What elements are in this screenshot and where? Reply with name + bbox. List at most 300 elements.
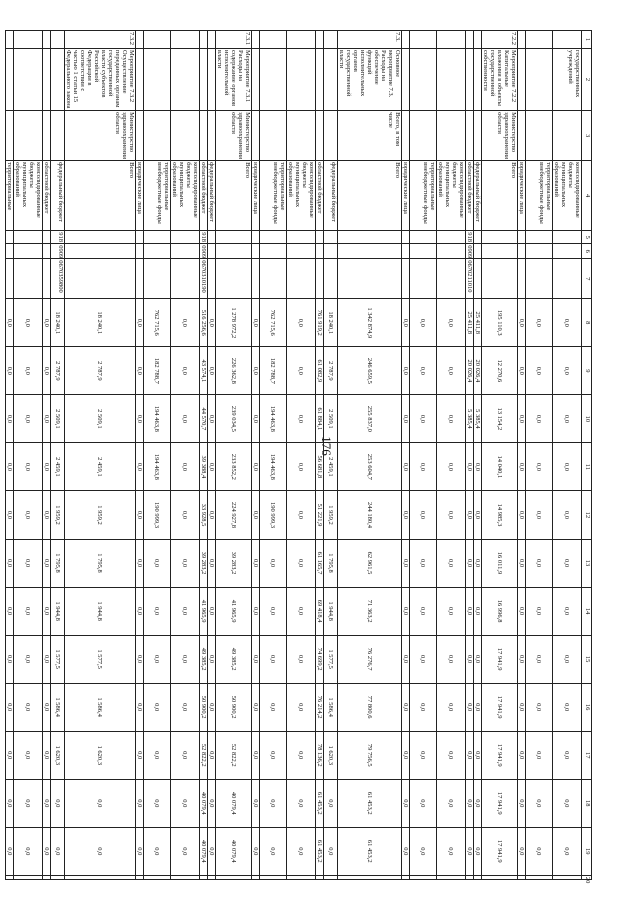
- cell-c7: 0670211010: [466, 259, 474, 299]
- value-cell-14: 0,0: [553, 587, 582, 635]
- edge-cell: [14, 875, 43, 879]
- cell-c4: консолидированные бюджеты муниципальных образований: [437, 161, 466, 231]
- edge-cell: [474, 875, 482, 879]
- cell-c2: [518, 49, 526, 111]
- cell-c4: Всего: [338, 161, 402, 231]
- value-cell-15: 17 941,9: [482, 635, 518, 683]
- value-cell-18: 0,0: [437, 779, 466, 827]
- value-cell-14: 0,0: [260, 587, 287, 635]
- value-cell-8: 0,0: [437, 299, 466, 347]
- cell-c1: [324, 31, 338, 49]
- table-row: [14, 31, 43, 880]
- value-cell-10: 0,0: [287, 395, 316, 443]
- value-cell-9: 12 270,6: [482, 347, 518, 395]
- cell-c7: [260, 259, 287, 299]
- cell-c2: [260, 49, 287, 111]
- value-cell-16: 0,0: [6, 683, 14, 731]
- value-cell-10: 0,0: [553, 395, 582, 443]
- value-cell-13: 1 795,8: [324, 539, 338, 587]
- value-cell-18: 0,0: [410, 779, 437, 827]
- value-cell-13: 1 795,8: [65, 539, 136, 587]
- table-row: [402, 31, 410, 880]
- value-cell-12: 1 959,2: [324, 491, 338, 539]
- value-cell-17: 1 620,3: [51, 731, 65, 779]
- edge-cell: [526, 875, 553, 879]
- cell-c7: [287, 259, 316, 299]
- value-cell-8: 18 240,1: [324, 299, 338, 347]
- cell-c4: федеральный бюджет: [324, 161, 338, 231]
- value-cell-11: 194 463,8: [144, 443, 171, 491]
- value-cell-9: 226 362,8: [216, 347, 252, 395]
- value-cell-11: 0,0: [14, 443, 43, 491]
- cell-c5: [260, 231, 287, 244]
- value-cell-13: 39 283,2: [216, 539, 252, 587]
- value-cell-15: 0,0: [474, 635, 482, 683]
- value-cell-9: 2 787,9: [65, 347, 136, 395]
- value-cell-17: 0,0: [14, 731, 43, 779]
- cell-c2: [43, 49, 51, 111]
- value-cell-19: 61 453,2: [338, 827, 402, 875]
- cell-c1: 7.3.2: [65, 31, 136, 49]
- value-cell-12: 224 927,8: [216, 491, 252, 539]
- cell-c2: [324, 49, 338, 111]
- cell-c5: [6, 231, 14, 244]
- value-cell-19: 0,0: [14, 827, 43, 875]
- cell-c2: [200, 49, 208, 111]
- cell-c7: [338, 259, 402, 299]
- value-cell-11: 194 463,8: [260, 443, 287, 491]
- cell-c3: [136, 111, 144, 161]
- cell-c5: [437, 231, 466, 244]
- cell-c1: [287, 31, 316, 49]
- edge-cell: [216, 875, 252, 879]
- value-cell-18: 0,0: [144, 779, 171, 827]
- value-cell-8: 1 342 874,9: [338, 299, 402, 347]
- header-cell-17: 17: [582, 731, 592, 779]
- cell-c6: [316, 244, 324, 259]
- value-cell-11: 56 681,8: [316, 443, 324, 491]
- value-cell-10: 0,0: [252, 395, 260, 443]
- value-cell-12: 0,0: [553, 491, 582, 539]
- table-row: [482, 31, 518, 880]
- header-cell-10: 10: [582, 395, 592, 443]
- table-row: [474, 31, 482, 880]
- value-cell-10: 0,0: [171, 395, 200, 443]
- value-cell-12: 0,0: [6, 491, 14, 539]
- cell-c1: [136, 31, 144, 49]
- value-cell-11: 0,0: [208, 443, 216, 491]
- value-cell-9: 0,0: [437, 347, 466, 395]
- edge-cell: [144, 875, 171, 879]
- value-cell-16: 0,0: [136, 683, 144, 731]
- cell-c6: [6, 244, 14, 259]
- cell-c1: [171, 31, 200, 49]
- cell-c6: [526, 244, 553, 259]
- cell-c3: [260, 111, 287, 161]
- cell-c2: [287, 49, 316, 111]
- cell-c2: [474, 49, 482, 111]
- value-cell-18: 0,0: [136, 779, 144, 827]
- edge-cell: [260, 875, 287, 879]
- cell-c4: территориальные внебюджетные фонды: [410, 161, 437, 231]
- cell-c5: 918: [466, 232, 473, 242]
- edge-cell: [65, 875, 136, 879]
- value-cell-11: 233 852,2: [216, 443, 252, 491]
- cell-c2: Мероприятие 7.2.2 Капитальные вложения в объекты государственной собственности: [482, 49, 518, 111]
- value-cell-19: 0,0: [65, 827, 136, 875]
- table-row: [287, 31, 316, 880]
- value-cell-14: 1 944,8: [65, 587, 136, 635]
- value-cell-9: 2 787,9: [324, 347, 338, 395]
- header-cell-2: 2: [582, 49, 592, 111]
- cell-c7: [410, 259, 437, 299]
- cell-c3: [518, 111, 526, 161]
- value-cell-11: 0,0: [287, 443, 316, 491]
- edge-cell: [208, 875, 216, 879]
- value-cell-15: 0,0: [260, 635, 287, 683]
- value-cell-19: 0,0: [518, 827, 526, 875]
- value-cell-15: 74 699,2: [316, 635, 324, 683]
- value-cell-13: 0,0: [144, 539, 171, 587]
- value-cell-11: 39 388,4: [200, 443, 208, 491]
- cell-c1: [316, 31, 324, 49]
- value-cell-19: 17 941,9: [482, 827, 518, 875]
- cell-c3: [316, 111, 324, 161]
- value-cell-14: 0,0: [466, 587, 474, 635]
- cell-c1: [474, 31, 482, 49]
- value-cell-15: 0,0: [252, 635, 260, 683]
- value-cell-15: 0,0: [526, 635, 553, 683]
- header-cell-5: 5: [582, 231, 592, 244]
- cell-c2: [402, 49, 410, 111]
- cell-c7: [526, 259, 553, 299]
- value-cell-18: 40 079,4: [200, 779, 208, 827]
- value-cell-10: 0,0: [410, 395, 437, 443]
- cell-c4: территориальные внебюджетные фонды: [526, 161, 553, 231]
- cell-c6: [144, 244, 171, 259]
- value-cell-16: 0,0: [43, 683, 51, 731]
- cell-c5: [410, 231, 437, 244]
- cell-c6: 0909: [200, 245, 207, 259]
- value-cell-17: 0,0: [252, 731, 260, 779]
- value-cell-16: 0,0: [171, 683, 200, 731]
- cell-c4: территориальные внебюджетные фонды: [260, 161, 287, 231]
- cell-c7: 0670310190: [200, 259, 208, 299]
- cell-c3: Всего, в том числе: [338, 111, 402, 161]
- value-cell-12: 0,0: [171, 491, 200, 539]
- value-cell-18: 0,0: [260, 779, 287, 827]
- header-cell-13: 13: [582, 539, 592, 587]
- cell-c7: [518, 259, 526, 299]
- cell-c6: [410, 244, 437, 259]
- value-cell-16: 0,0: [526, 683, 553, 731]
- value-cell-16: 0,0: [402, 683, 410, 731]
- cell-c7: [171, 259, 200, 299]
- cell-c6: [553, 244, 582, 259]
- value-cell-16: 0,0: [287, 683, 316, 731]
- value-cell-19: 61 453,2: [316, 827, 324, 875]
- value-cell-13: 0,0: [136, 539, 144, 587]
- edge-cell: [136, 875, 144, 879]
- value-cell-10: 5 385,4: [474, 395, 482, 443]
- value-cell-14: 0,0: [526, 587, 553, 635]
- cell-c2: Основное мероприятие 7.3. Расходы на обеспечение функций исполнительных органов государственной власти: [338, 49, 402, 111]
- value-cell-16: 0,0: [14, 683, 43, 731]
- value-cell-17: 0,0: [260, 731, 287, 779]
- value-cell-18: 0,0: [553, 779, 582, 827]
- cell-c6: [474, 244, 482, 259]
- cell-c5: [136, 231, 144, 244]
- value-cell-11: 2 459,1: [51, 443, 65, 491]
- value-cell-17: 52 822,2: [200, 731, 208, 779]
- value-cell-16: 1 586,4: [51, 683, 65, 731]
- value-cell-13: 0,0: [43, 539, 51, 587]
- value-cell-13: 0,0: [6, 539, 14, 587]
- edge-cell: [316, 875, 324, 879]
- value-cell-10: 0,0: [208, 395, 216, 443]
- edge-cell: [252, 875, 260, 879]
- value-cell-17: 79 756,5: [338, 731, 402, 779]
- table-row: [466, 31, 474, 880]
- value-cell-17: 1 620,3: [324, 731, 338, 779]
- value-cell-15: 0,0: [466, 635, 474, 683]
- value-cell-8: 0,0: [252, 299, 260, 347]
- cell-c3: [466, 111, 474, 161]
- value-cell-9: 0,0: [6, 347, 14, 395]
- cell-c1: [402, 31, 410, 49]
- cell-c7: [65, 259, 136, 299]
- value-cell-10: 44 570,7: [200, 395, 208, 443]
- edge-cell: [200, 875, 208, 879]
- cell-c7: [144, 259, 171, 299]
- cell-c6: [437, 244, 466, 259]
- table-row: [260, 31, 287, 880]
- value-cell-18: 61 453,2: [316, 779, 324, 827]
- value-cell-17: 52 822,2: [216, 731, 252, 779]
- value-cell-12: 0,0: [287, 491, 316, 539]
- value-cell-15: 0,0: [208, 635, 216, 683]
- cell-c6: [171, 244, 200, 259]
- cell-c6: 0909: [466, 245, 473, 259]
- edge-cell: [51, 875, 65, 879]
- cell-c5: [482, 231, 518, 244]
- value-cell-8: 0,0: [14, 299, 43, 347]
- edge-cell: [466, 875, 474, 879]
- value-cell-15: 0,0: [136, 635, 144, 683]
- value-cell-12: 1 959,2: [65, 491, 136, 539]
- cell-c3: Министерство здравоохранения области: [482, 111, 518, 161]
- value-cell-8: 761 919,2: [316, 299, 324, 347]
- value-cell-9: 246 659,5: [338, 347, 402, 395]
- cell-c7: [402, 259, 410, 299]
- value-cell-15: 1 577,5: [324, 635, 338, 683]
- header-cell-19: 19: [582, 827, 592, 875]
- cell-c4: федеральный бюджет: [208, 161, 216, 231]
- value-cell-18: 0,0: [65, 779, 136, 827]
- value-cell-17: 0,0: [43, 731, 51, 779]
- value-cell-12: 14 985,3: [482, 491, 518, 539]
- value-cell-12: 0,0: [252, 491, 260, 539]
- value-cell-16: 0,0: [474, 683, 482, 731]
- cell-c1: [14, 31, 43, 49]
- header-cell-9: 9: [582, 347, 592, 395]
- value-cell-16: 0,0: [437, 683, 466, 731]
- value-cell-12: 0,0: [466, 491, 474, 539]
- cell-c2: государственных учреждений: [553, 49, 582, 111]
- cell-c2: [136, 49, 144, 111]
- cell-c3: [6, 111, 14, 161]
- cell-c4: территориальные: [6, 161, 14, 231]
- cell-c3: [553, 111, 582, 161]
- value-cell-18: 0,0: [6, 779, 14, 827]
- cell-c1: [51, 31, 65, 49]
- cell-c7: [216, 259, 252, 299]
- cell-c3: [171, 111, 200, 161]
- value-cell-17: 0,0: [553, 731, 582, 779]
- cell-c5: [43, 231, 51, 244]
- cell-c6: [402, 244, 410, 259]
- value-cell-10: 13 154,2: [482, 395, 518, 443]
- cell-c1: [43, 31, 51, 49]
- value-cell-12: 0,0: [136, 491, 144, 539]
- value-cell-19: 0,0: [402, 827, 410, 875]
- value-cell-14: 0,0: [410, 587, 437, 635]
- cell-c4: областной бюджет: [200, 161, 208, 231]
- cell-c1: [466, 31, 474, 49]
- value-cell-13: 16 011,9: [482, 539, 518, 587]
- value-cell-19: 0,0: [437, 827, 466, 875]
- value-cell-15: 49 385,2: [216, 635, 252, 683]
- header-cell-12: 12: [582, 491, 592, 539]
- header-row: [582, 31, 592, 880]
- value-cell-9: 0,0: [410, 347, 437, 395]
- value-cell-14: 0,0: [136, 587, 144, 635]
- value-cell-18: 0,0: [252, 779, 260, 827]
- value-cell-8: 0,0: [43, 299, 51, 347]
- cell-c4: областной бюджет: [466, 161, 474, 231]
- value-cell-12: 0,0: [14, 491, 43, 539]
- value-cell-12: 0,0: [474, 491, 482, 539]
- value-cell-9: 0,0: [252, 347, 260, 395]
- cell-c6: 0909: [51, 244, 65, 259]
- cell-c7: [43, 259, 51, 299]
- value-cell-10: 0,0: [6, 395, 14, 443]
- cell-c4: Всего: [482, 161, 518, 231]
- value-cell-19: 0,0: [474, 827, 482, 875]
- value-cell-15: 0,0: [402, 635, 410, 683]
- value-cell-10: 5 385,4: [466, 395, 474, 443]
- value-cell-19: 0,0: [410, 827, 437, 875]
- value-cell-12: 190 999,3: [260, 491, 287, 539]
- value-cell-14: 0,0: [402, 587, 410, 635]
- value-cell-11: 0,0: [402, 443, 410, 491]
- value-cell-15: 0,0: [410, 635, 437, 683]
- value-cell-9: 0,0: [14, 347, 43, 395]
- rotated-page: [6, 30, 592, 884]
- cell-c3: [51, 111, 65, 161]
- cell-c2: [410, 49, 437, 111]
- value-cell-17: 1 620,3: [65, 731, 136, 779]
- cell-c5: 918: [51, 231, 65, 244]
- cell-c4: Всего: [216, 161, 252, 231]
- value-cell-10: 0,0: [526, 395, 553, 443]
- value-cell-12: 244 180,4: [338, 491, 402, 539]
- cell-c7: [316, 259, 324, 299]
- value-cell-14: 1 944,8: [51, 587, 65, 635]
- cell-c1: [144, 31, 171, 49]
- value-cell-12: 1 959,2: [51, 491, 65, 539]
- value-cell-10: 0,0: [14, 395, 43, 443]
- cell-c2: [208, 49, 216, 111]
- table-row: [216, 31, 252, 880]
- cell-c7: [324, 259, 338, 299]
- cell-c1: 7.3.1: [216, 31, 252, 49]
- value-cell-8: 516 256,6: [200, 299, 208, 347]
- value-cell-18: 0,0: [208, 779, 216, 827]
- table-row: [136, 31, 144, 880]
- cell-c2: [316, 49, 324, 111]
- value-cell-15: 0,0: [6, 635, 14, 683]
- value-cell-16: 77 800,6: [338, 683, 402, 731]
- value-cell-10: 239 034,5: [216, 395, 252, 443]
- value-cell-11: 14 040,1: [482, 443, 518, 491]
- cell-c4: областной бюджет: [43, 161, 51, 231]
- table-row: [65, 31, 136, 880]
- value-cell-14: 0,0: [252, 587, 260, 635]
- value-cell-9: 2 787,9: [51, 347, 65, 395]
- cell-c6: [208, 244, 216, 259]
- value-cell-18: 17 941,9: [482, 779, 518, 827]
- value-cell-18: 0,0: [518, 779, 526, 827]
- value-cell-11: 2 459,1: [324, 443, 338, 491]
- value-cell-19: 0,0: [208, 827, 216, 875]
- value-cell-12: 0,0: [208, 491, 216, 539]
- value-cell-9: 0,0: [402, 347, 410, 395]
- header-cell-3: 3: [582, 111, 592, 161]
- budget-table: [5, 30, 592, 884]
- value-cell-16: 0,0: [208, 683, 216, 731]
- header-cell-20: 20: [582, 875, 592, 879]
- header-cell-8: 8: [582, 299, 592, 347]
- value-cell-14: 0,0: [144, 587, 171, 635]
- value-cell-11: 0,0: [410, 443, 437, 491]
- value-cell-16: 0,0: [410, 683, 437, 731]
- value-cell-15: 49 385,2: [200, 635, 208, 683]
- value-cell-19: 0,0: [553, 827, 582, 875]
- cell-c2: [466, 49, 474, 111]
- value-cell-17: 78 136,2: [316, 731, 324, 779]
- value-cell-13: 0,0: [252, 539, 260, 587]
- table-row: [43, 31, 51, 880]
- edge-cell: [324, 875, 338, 879]
- cell-c6: [14, 244, 43, 259]
- edge-cell: [553, 875, 582, 879]
- value-cell-12: 0,0: [43, 491, 51, 539]
- cell-c5: [287, 231, 316, 244]
- cell-c5: [171, 231, 200, 244]
- value-cell-15: 0,0: [518, 635, 526, 683]
- cell-c1: [437, 31, 466, 49]
- value-cell-14: 41 965,9: [200, 587, 208, 635]
- value-cell-16: 50 900,2: [200, 683, 208, 731]
- cell-c4: консолидированные бюджеты муниципальных образований: [553, 161, 582, 231]
- cell-c5: 918: [200, 232, 207, 242]
- value-cell-13: 0,0: [474, 539, 482, 587]
- value-cell-15: 0,0: [144, 635, 171, 683]
- cell-c1: [260, 31, 287, 49]
- value-cell-11: 2 459,1: [65, 443, 136, 491]
- cell-c3: [252, 111, 260, 161]
